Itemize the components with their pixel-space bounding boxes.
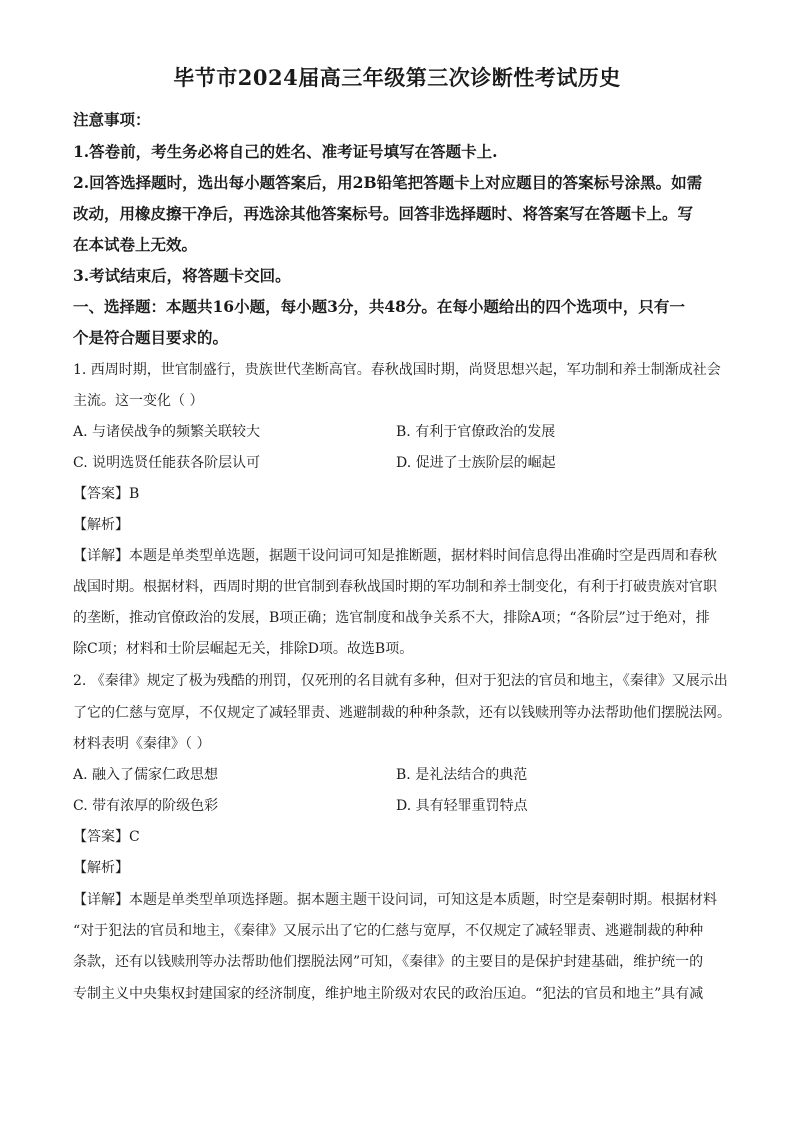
q1-option-b: B. 有利于官僚政治的发展 — [396, 424, 556, 440]
q2-detail-line4: 专制主义中央集权封建国家的经济制度，维护地主阶级对农民的政治压迫。“犯法的官员和地主”具有减 — [73, 986, 704, 1002]
exam-title: 毕节市2024届高三年级第三次诊断性考试历史 — [173, 65, 621, 90]
q2-option-c: C. 带有浓厚的阶级色彩 — [73, 798, 219, 814]
q1-stem-line1: 1. 西周时期，世官制盛行，贵族世代垄断高官。春秋战国时期，尚贤思想兴起，军功制和养士制渐成社会 — [73, 362, 721, 378]
q1-answer: 【答案】B — [73, 486, 140, 502]
q1-option-c: C. 说明选贤任能获各阶层认可 — [73, 455, 261, 471]
q2-detail-line1: 【详解】本题是单类型单项选择题。据本题主题干设问词，可知这是本质题，时空是秦朝时期。根据材料 — [73, 892, 717, 908]
notice-item-1: 1.答卷前，考生务必将自己的姓名、准考证号填写在答题卡上. — [73, 142, 498, 161]
q1-option-d: D. 促进了士族阶层的崛起 — [396, 455, 556, 471]
q1-detail-line1: 【详解】本题是单类型单选题，据题干设问词可知是推断题，据材料时间信息得出准确时空是西周和春秋 — [73, 548, 717, 564]
q2-detail-line3: 条款，还有以钱赎刑等办法帮助他们摆脱法网”可知，《秦律》的主要目的是保护封建基础，维护统一的 — [73, 954, 704, 970]
q2-stem-line1: 2. 《秦律》规定了极为残酷的刑罚，仅死刑的名目就有多种，但对于犯法的官员和地主，《秦律》又展示出 — [73, 673, 728, 689]
section-heading: 一、选择题：本题共16小题，每小题3分，共48分。在每小题给出的四个选项中，只有一 — [73, 297, 685, 316]
q1-analysis-label: 【解析】 — [73, 517, 129, 533]
section-heading-cont: 个是符合题目要求的。 — [73, 328, 229, 347]
q2-option-a: A. 融入了儒家仁政思想 — [73, 767, 219, 783]
notice-item-2-end: 在本试卷上无效。 — [73, 235, 198, 254]
notice-item-3: 3.考试结束后，将答题卡交回。 — [73, 266, 291, 285]
q2-stem-line2: 了它的仁慈与宽厚，不仅规定了减轻罪责、逃避制裁的种种条款，还有以钱赎刑等办法帮助他们摆脱法网。 — [73, 705, 731, 721]
q2-answer: 【答案】C — [73, 829, 140, 845]
q1-stem-line2: 主流。这一变化（ ） — [73, 393, 204, 409]
notice-heading: 注意事项： — [73, 110, 151, 129]
q1-detail-line3: 的垄断，推动官僚政治的发展，B项正确；选官制度和战争关系不大，排除A项；“各阶层”过于绝对，排 — [73, 610, 710, 626]
q1-option-a: A. 与诸侯战争的频繁关联较大 — [73, 424, 261, 440]
q2-detail-line2: “对于犯法的官员和地主，《秦律》又展示出了它的仁慈与宽厚，不仅规定了减轻罪责、逃避制裁的种种 — [73, 923, 704, 939]
q1-detail-line2: 战国时期。根据材料，西周时期的世官制到春秋战国时期的军功制和养士制变化，有利于打破贵族对官职 — [73, 579, 717, 595]
q2-analysis-label: 【解析】 — [73, 860, 129, 876]
q2-option-b: B. 是礼法结合的典范 — [396, 767, 528, 783]
q2-stem-line3: 材料表明《秦律》（ ） — [73, 736, 211, 752]
notice-item-2: 2.回答选择题时，选出每小题答案后，用2B铅笔把答题卡上对应题目的答案标号涂黑。如需 — [73, 173, 703, 192]
notice-item-2-cont: 改动，用橡皮擦干净后，再选涂其他答案标号。回答非选择题时、将答案写在答题卡上。写 — [73, 204, 694, 223]
q1-detail-line4: 除C项；材料和士阶层崛起无关，排除D项。故选B项。 — [73, 641, 414, 657]
q2-option-d: D. 具有轻罪重罚特点 — [396, 798, 528, 814]
